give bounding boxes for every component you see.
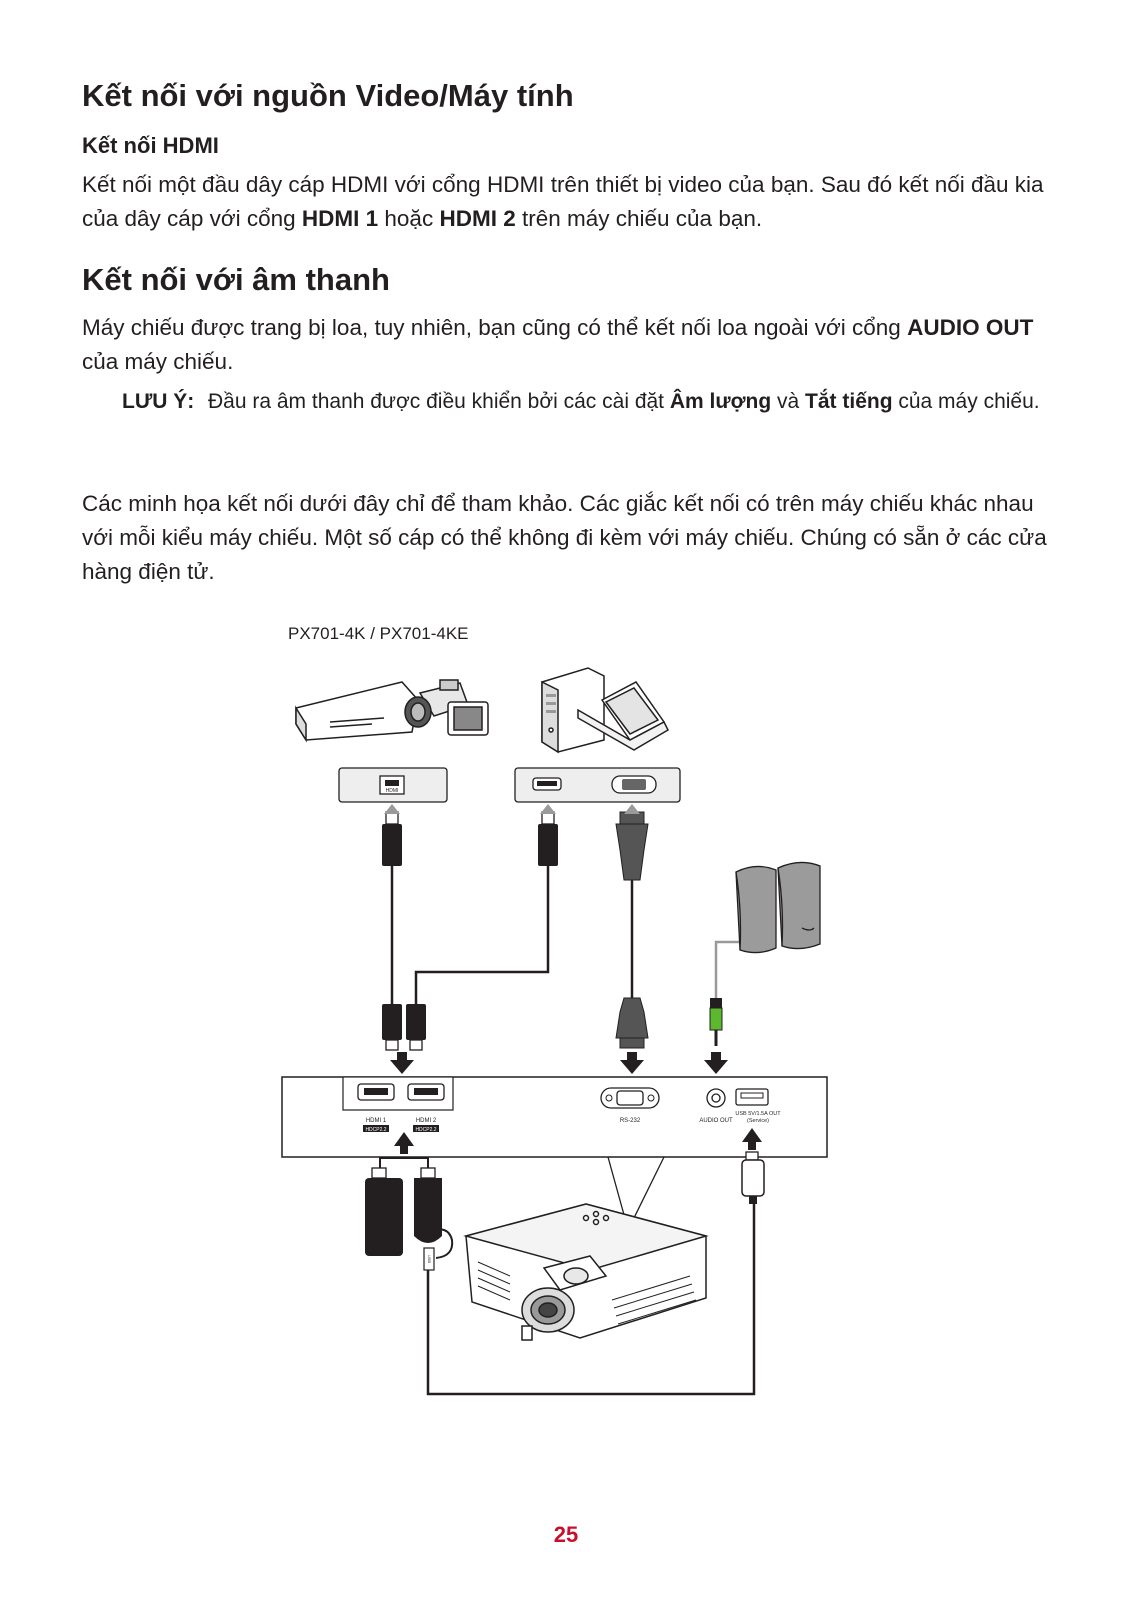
note-text-3: của máy chiếu.: [892, 390, 1040, 413]
source-panel-video: [339, 768, 447, 802]
rs232-port-label: RS-232: [619, 1118, 641, 1124]
audio-bold-audio-out: AUDIO OUT: [907, 315, 1034, 340]
hdmi-plug-lower-1: [382, 1004, 402, 1050]
audio-text-1: Máy chiếu được trang bị loa, tuy nhiên, bạn cũng có thể kết nối loa ngoài với cổng: [82, 315, 908, 340]
wireless-hdmi-dongle-icon: [414, 1168, 452, 1270]
audio-out-port-label: AUDIO OUT: [699, 1118, 733, 1124]
note-bold-volume: Âm lượng: [669, 390, 772, 413]
projector-icon: [466, 1204, 706, 1340]
rs232-port: [601, 1088, 659, 1108]
hdmi-heading: Kết nối HDMI: [82, 133, 219, 158]
model-label: PX701-4K / PX701-4KE: [288, 624, 469, 643]
hdmi1-port: [358, 1084, 394, 1100]
hdmi-plug-lower-2: [406, 1004, 426, 1050]
illustration-paragraph: Các minh họa kết nối dưới đây chỉ để tham khảo. Các giắc kết nối có trên máy chiếu khác nhau với mỗi kiểu máy chiếu. Một số cáp có thể không đi kèm với máy chiếu. Chúng có sẵn ở các cửa hàng điện tử.: [82, 491, 1047, 584]
hdmi-text-1: Kết nối một đầu dây cáp HDMI với cổng HDMI trên thiết bị video của bạn. Sau đó kết nối đầu kia của dây cáp với cổng: [82, 172, 1044, 231]
arrows-to-projector: [390, 1052, 728, 1074]
section-title: Kết nối với nguồn Video/Máy tính: [82, 78, 574, 113]
streaming-dongle-icon: [365, 1168, 403, 1256]
note-label: LƯU Ý:: [122, 390, 195, 413]
vga-plug-upper: [616, 812, 648, 880]
usb-plug-icon: [742, 1152, 764, 1204]
page-number: 25: [553, 1522, 579, 1547]
audio-out-port: [707, 1089, 725, 1107]
dongle-usb-label: USB: [427, 1254, 432, 1264]
dvd-player-icon: [296, 682, 418, 740]
source-hdmi-label: HDMI: [385, 788, 399, 794]
hdmi2-port: [408, 1084, 444, 1100]
note-bold-mute: Tắt tiếng: [805, 390, 893, 413]
hdmi-bold-hdmi1: HDMI 1: [301, 206, 379, 231]
audio-title: Kết nối với âm thanh: [82, 262, 390, 297]
arrows-to-sources: [384, 804, 640, 814]
desktop-pc-icon: [542, 668, 604, 752]
hdmi-bold-hdmi2: HDMI 2: [439, 206, 516, 231]
hdmi-plug-upper-2: [538, 812, 558, 866]
usb-port-sublabel: (Service): [746, 1118, 770, 1124]
hdmi-plug-upper-1: [382, 812, 402, 866]
note-text-2: và: [771, 390, 806, 413]
hdmi2-port-label: HDMI 2: [415, 1118, 437, 1124]
projector-rear-panel: [282, 1077, 827, 1157]
hdmi-text-3: trên máy chiếu của bạn.: [515, 206, 763, 231]
audio-jack-plug: [710, 998, 722, 1046]
source-panel-pc: [515, 768, 680, 802]
hdmi-text-2: hoặc: [378, 206, 440, 231]
note-text-1: Đầu ra âm thanh được điều khiển bởi các cài đặt: [208, 390, 670, 413]
speakers-icon: [736, 862, 820, 952]
camcorder-icon: [405, 680, 488, 735]
usb-port: [736, 1089, 768, 1105]
usb-port-label: USB 5V/1.5A OUT: [735, 1111, 781, 1117]
vga-plug-lower: [616, 998, 648, 1048]
hdmi2-port-sublabel: HDCP2.2: [415, 1127, 437, 1133]
hdmi1-port-sublabel: HDCP2.2: [365, 1127, 387, 1133]
audio-text-2: của máy chiếu.: [82, 349, 234, 374]
hdmi1-port-label: HDMI 1: [365, 1118, 387, 1124]
